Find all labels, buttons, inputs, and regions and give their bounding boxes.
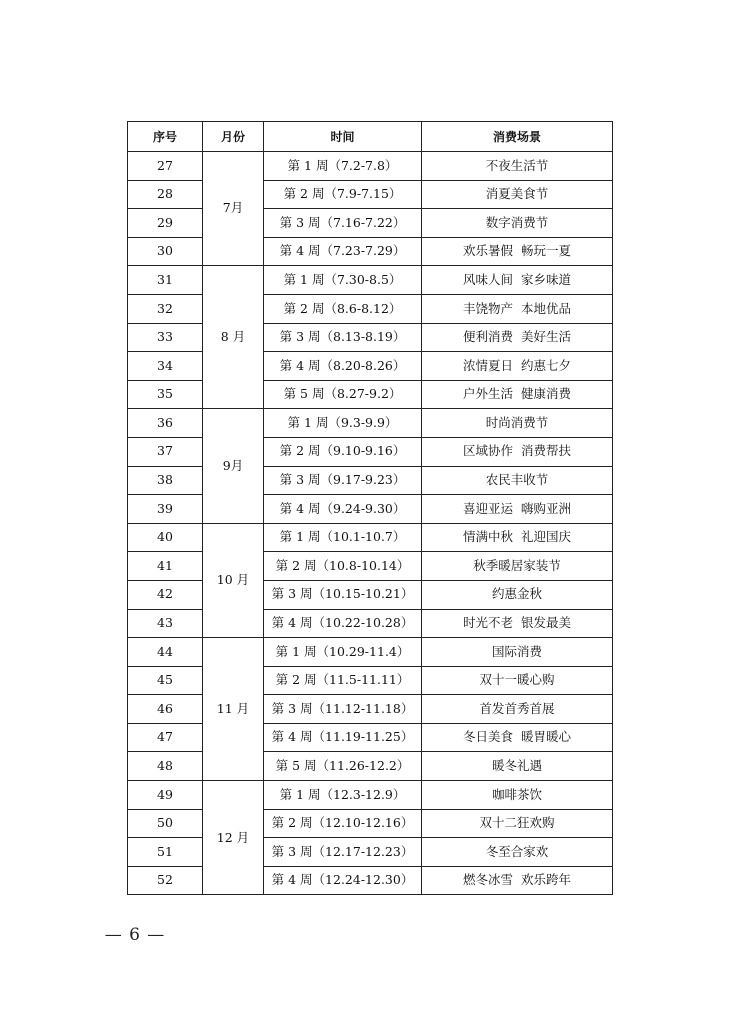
cell-scene: 欢乐暑假 畅玩一夏 xyxy=(422,237,613,266)
table-row xyxy=(128,752,613,781)
header-month: 月份 xyxy=(203,122,264,152)
cell-time: 第 3 周（11.12-11.18） xyxy=(264,695,422,724)
cell-time: 第 5 周（11.26-12.2） xyxy=(264,752,422,781)
cell-time: 第 2 周（9.10-9.16） xyxy=(264,437,422,466)
cell-time: 第 1 周（10.29-11.4） xyxy=(264,638,422,667)
cell-index: 44 xyxy=(128,638,203,667)
cell-time: 第 2 周（12.10-12.16） xyxy=(264,809,422,838)
cell-index: 43 xyxy=(128,609,203,638)
table-row xyxy=(128,466,613,495)
table-row xyxy=(128,437,613,466)
cell-month: 7月 xyxy=(203,152,264,266)
table-row xyxy=(128,495,613,524)
cell-time: 第 4 周（7.23-7.29） xyxy=(264,237,422,266)
cell-index: 39 xyxy=(128,495,203,524)
cell-index: 49 xyxy=(128,781,203,810)
cell-index: 27 xyxy=(128,152,203,181)
schedule-table xyxy=(127,121,613,895)
cell-index: 33 xyxy=(128,323,203,352)
cell-time: 第 2 周（11.5-11.11） xyxy=(264,666,422,695)
cell-scene: 约惠金秋 xyxy=(422,580,613,609)
cell-index: 28 xyxy=(128,180,203,209)
table-row xyxy=(128,323,613,352)
table-row xyxy=(128,294,613,323)
cell-scene: 农民丰收节 xyxy=(422,466,613,495)
cell-month: 12 月 xyxy=(203,781,264,895)
cell-scene: 喜迎亚运 嗨购亚洲 xyxy=(422,495,613,524)
cell-index: 30 xyxy=(128,237,203,266)
cell-index: 41 xyxy=(128,552,203,581)
cell-month: 11 月 xyxy=(203,638,264,781)
cell-month: 8 月 xyxy=(203,266,264,409)
table-row xyxy=(128,838,613,867)
table-row xyxy=(128,695,613,724)
table-row xyxy=(128,638,613,667)
cell-time: 第 3 周（7.16-7.22） xyxy=(264,209,422,238)
cell-month: 9月 xyxy=(203,409,264,523)
cell-index: 47 xyxy=(128,723,203,752)
table-row xyxy=(128,237,613,266)
cell-time: 第 4 周（9.24-9.30） xyxy=(264,495,422,524)
table-row xyxy=(128,523,613,552)
cell-time: 第 2 周（8.6-8.12） xyxy=(264,294,422,323)
table-row xyxy=(128,152,613,181)
cell-index: 32 xyxy=(128,294,203,323)
table-row xyxy=(128,666,613,695)
cell-time: 第 4 周（8.20-8.26） xyxy=(264,352,422,381)
table-row xyxy=(128,266,613,295)
table-row xyxy=(128,580,613,609)
cell-time: 第 4 周（11.19-11.25） xyxy=(264,723,422,752)
table-row xyxy=(128,781,613,810)
table-row xyxy=(128,380,613,409)
cell-index: 35 xyxy=(128,380,203,409)
cell-month: 10 月 xyxy=(203,523,264,637)
cell-time: 第 3 周（10.15-10.21） xyxy=(264,580,422,609)
table-row xyxy=(128,723,613,752)
cell-index: 31 xyxy=(128,266,203,295)
cell-scene: 冬至合家欢 xyxy=(422,838,613,867)
cell-index: 48 xyxy=(128,752,203,781)
cell-scene: 咖啡茶饮 xyxy=(422,781,613,810)
cell-scene: 暖冬礼遇 xyxy=(422,752,613,781)
cell-scene: 浓情夏日 约惠七夕 xyxy=(422,352,613,381)
cell-scene: 情满中秋 礼迎国庆 xyxy=(422,523,613,552)
header-index: 序号 xyxy=(128,122,203,152)
page-number: — 6 — xyxy=(104,925,166,945)
table-row xyxy=(128,609,613,638)
cell-scene: 数字消费节 xyxy=(422,209,613,238)
cell-scene: 首发首秀首展 xyxy=(422,695,613,724)
cell-scene: 区域协作 消费帮扶 xyxy=(422,437,613,466)
cell-index: 45 xyxy=(128,666,203,695)
table-body xyxy=(128,152,613,895)
cell-time: 第 3 周（9.17-9.23） xyxy=(264,466,422,495)
cell-index: 50 xyxy=(128,809,203,838)
cell-time: 第 5 周（8.27-9.2） xyxy=(264,380,422,409)
cell-scene: 双十一暖心购 xyxy=(422,666,613,695)
cell-scene: 丰饶物产 本地优品 xyxy=(422,294,613,323)
cell-index: 34 xyxy=(128,352,203,381)
cell-index: 52 xyxy=(128,866,203,895)
cell-time: 第 1 周（7.30-8.5） xyxy=(264,266,422,295)
cell-scene: 风味人间 家乡味道 xyxy=(422,266,613,295)
table-row xyxy=(128,209,613,238)
cell-scene: 时尚消费节 xyxy=(422,409,613,438)
cell-time: 第 2 周（7.9-7.15） xyxy=(264,180,422,209)
cell-time: 第 2 周（10.8-10.14） xyxy=(264,552,422,581)
cell-scene: 便利消费 美好生活 xyxy=(422,323,613,352)
cell-time: 第 3 周（12.17-12.23） xyxy=(264,838,422,867)
table-row xyxy=(128,409,613,438)
cell-scene: 双十二狂欢购 xyxy=(422,809,613,838)
table-row xyxy=(128,866,613,895)
cell-index: 51 xyxy=(128,838,203,867)
cell-index: 42 xyxy=(128,580,203,609)
cell-time: 第 4 周（12.24-12.30） xyxy=(264,866,422,895)
table-row xyxy=(128,352,613,381)
cell-scene: 不夜生活节 xyxy=(422,152,613,181)
table-row xyxy=(128,180,613,209)
cell-index: 37 xyxy=(128,437,203,466)
table-row xyxy=(128,809,613,838)
cell-index: 40 xyxy=(128,523,203,552)
cell-scene: 户外生活 健康消费 xyxy=(422,380,613,409)
cell-scene: 冬日美食 暖胃暖心 xyxy=(422,723,613,752)
cell-time: 第 1 周（9.3-9.9） xyxy=(264,409,422,438)
cell-index: 29 xyxy=(128,209,203,238)
header-scene: 消费场景 xyxy=(422,122,613,152)
cell-index: 46 xyxy=(128,695,203,724)
header-time: 时间 xyxy=(264,122,422,152)
cell-index: 38 xyxy=(128,466,203,495)
cell-time: 第 1 周（7.2-7.8） xyxy=(264,152,422,181)
cell-scene: 时光不老 银发最美 xyxy=(422,609,613,638)
cell-scene: 秋季暖居家装节 xyxy=(422,552,613,581)
cell-scene: 燃冬冰雪 欢乐跨年 xyxy=(422,866,613,895)
cell-scene: 消夏美食节 xyxy=(422,180,613,209)
cell-time: 第 1 周（10.1-10.7） xyxy=(264,523,422,552)
cell-scene: 国际消费 xyxy=(422,638,613,667)
table-header-row xyxy=(128,122,613,152)
cell-index: 36 xyxy=(128,409,203,438)
table-row xyxy=(128,552,613,581)
cell-time: 第 4 周（10.22-10.28） xyxy=(264,609,422,638)
cell-time: 第 1 周（12.3-12.9） xyxy=(264,781,422,810)
cell-time: 第 3 周（8.13-8.19） xyxy=(264,323,422,352)
